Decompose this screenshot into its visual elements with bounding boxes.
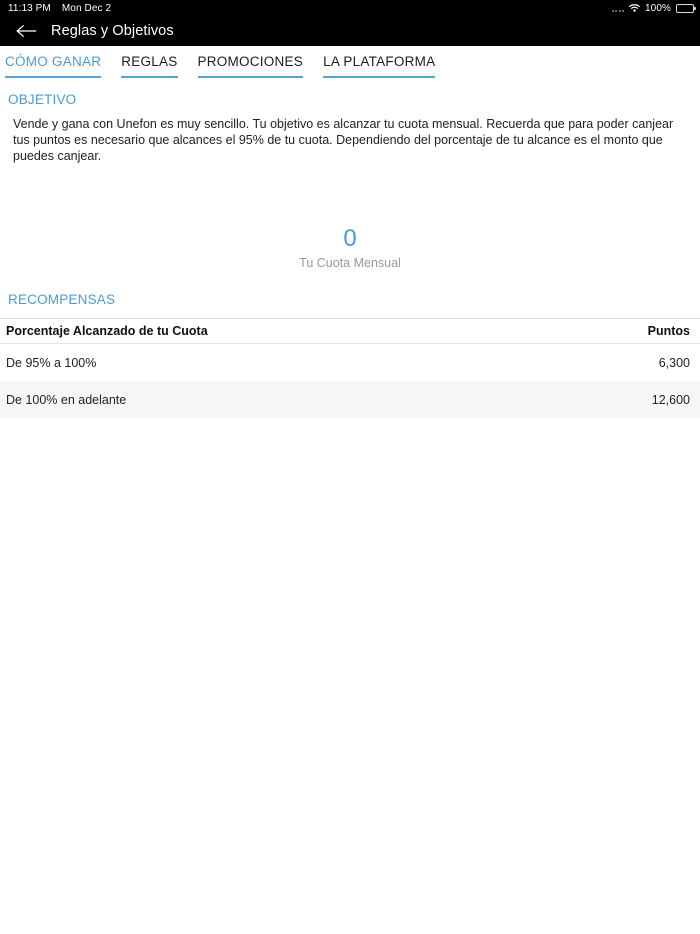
main-content [0, 81, 700, 418]
signal-dots-icon [612, 4, 625, 12]
column-header-percentage: Porcentaje Alcanzado de tu Cuota [6, 324, 208, 338]
objective-heading: OBJETIVO [8, 92, 77, 107]
battery-full-icon [676, 4, 694, 13]
quota-summary [0, 226, 700, 270]
status-bar-left [8, 3, 111, 14]
tab-underline [5, 76, 101, 78]
tab-label: LA PLATAFORMA [323, 54, 436, 69]
tab-reglas[interactable] [121, 46, 177, 69]
tab-bar [0, 46, 700, 81]
back-arrow-icon [15, 23, 37, 39]
column-header-points: Puntos [647, 324, 690, 338]
table-row [0, 381, 700, 418]
wifi-icon [629, 4, 640, 13]
battery-percent-label: 100% [645, 2, 671, 14]
row-label: De 100% en adelante [6, 392, 127, 407]
quota-value: 0 [343, 225, 357, 252]
app-bar [0, 16, 700, 46]
tab-underline [323, 76, 435, 78]
objective-body-text: Vende y gana con Unefon es muy sencillo. Tu objetivo es alcanzar tu cuota mensual. Recuerda que para poder canjear tus puntos es necesario que alcances el 95% de tu cuota. Dependiendo del porcentaje de tu alcance es el monto que puedes canjear. [13, 117, 674, 163]
tab-promociones[interactable] [198, 46, 304, 69]
tab-la-plataforma[interactable] [323, 46, 435, 69]
status-date: Mon Dec 2 [61, 2, 112, 14]
tab-underline [121, 76, 177, 78]
row-points: 12,600 [651, 392, 690, 407]
status-bar [0, 0, 700, 16]
row-label: De 95% a 100% [6, 355, 97, 370]
tab-label: CÓMO GANAR [5, 54, 102, 69]
quota-label: Tu Cuota Mensual [299, 256, 401, 270]
tab-label: REGLAS [121, 54, 178, 69]
back-button[interactable] [11, 18, 41, 44]
row-points: 6,300 [658, 355, 690, 370]
status-bar-right [612, 3, 694, 14]
table-row [0, 344, 700, 381]
page-title: Reglas y Objetivos [51, 23, 174, 39]
table-header-row [0, 318, 700, 344]
rewards-heading: RECOMPENSAS [8, 292, 116, 307]
tab-label: PROMOCIONES [197, 54, 304, 69]
rewards-table [0, 318, 700, 418]
tab-como-ganar[interactable] [5, 46, 101, 69]
status-time: 11:13 PM [8, 2, 51, 14]
tab-underline [198, 76, 304, 78]
